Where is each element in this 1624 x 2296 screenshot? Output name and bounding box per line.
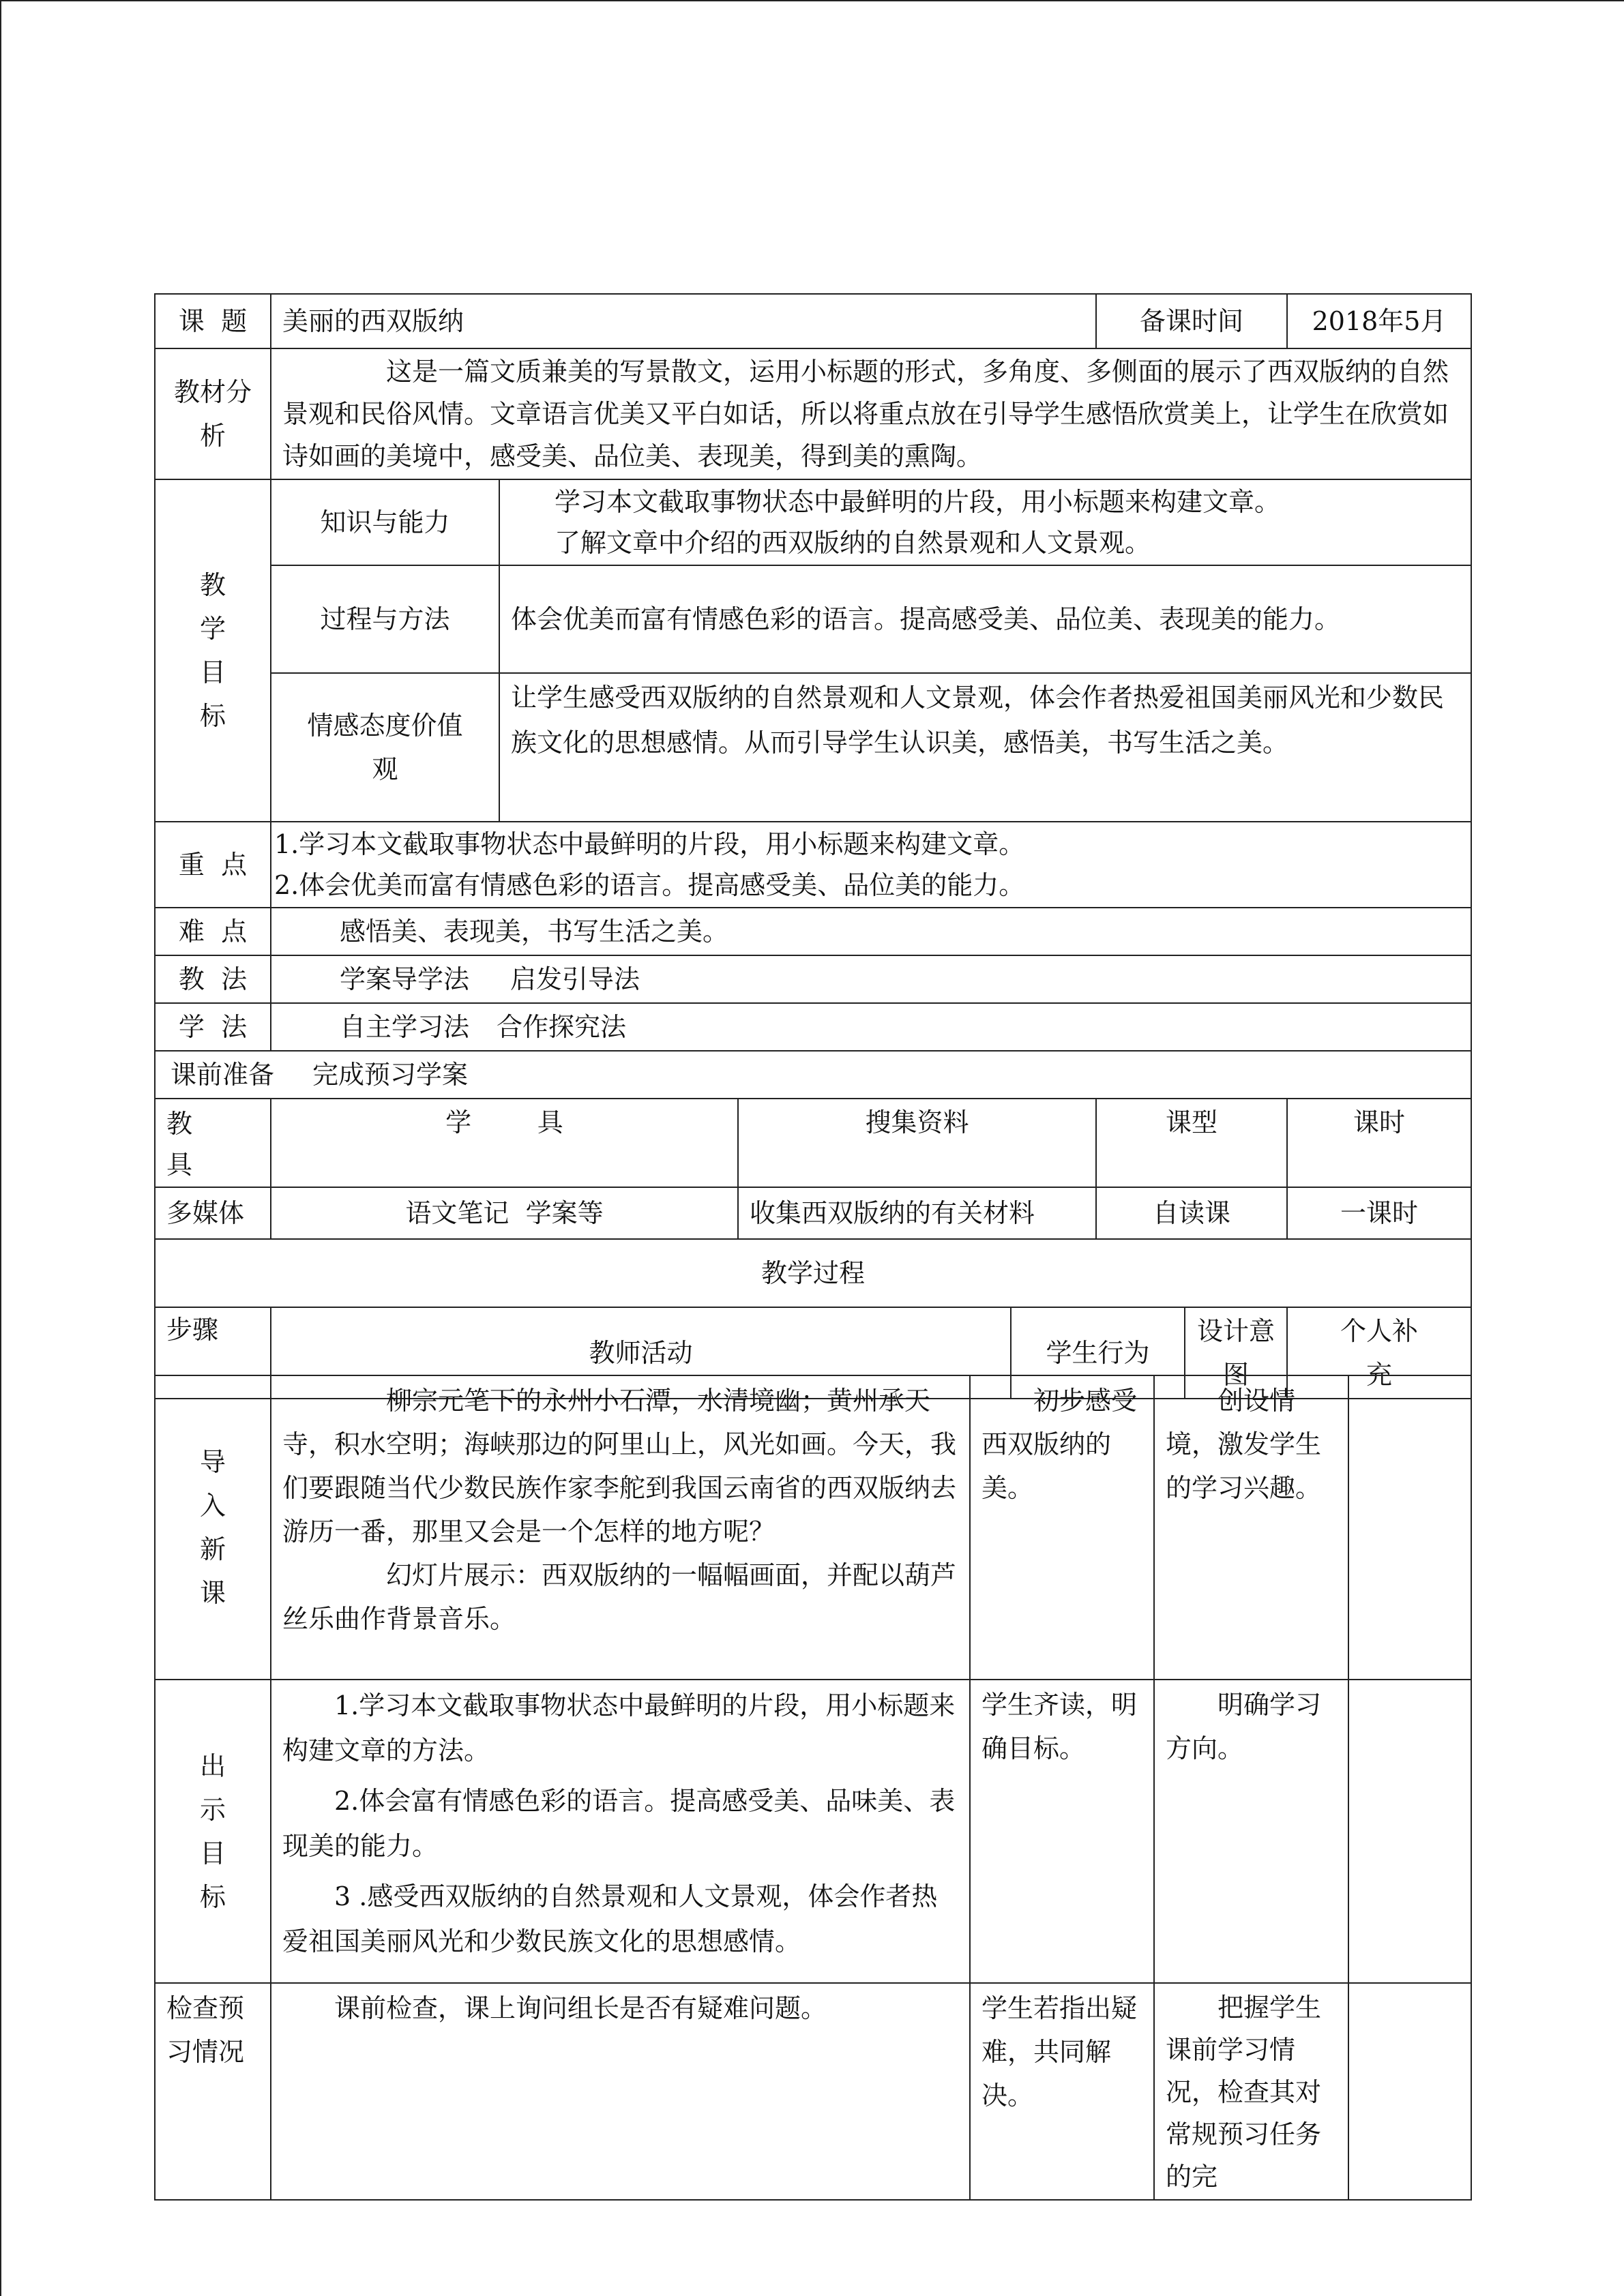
tools-header-row (155, 1099, 1471, 1187)
difficulty-label: 难 点 (155, 908, 271, 955)
preparation-label: 课前准备 (171, 1060, 275, 1090)
header-teacher: 教师活动 (271, 1307, 1011, 1399)
learning-method-label: 学 法 (155, 1003, 271, 1051)
goals-label: 教 学 目 标 (155, 479, 271, 822)
teaching-method-text: 学案导学法 启发引导法 (271, 955, 1471, 1003)
key-points-row (155, 822, 1471, 908)
preparation-cell (155, 1051, 1471, 1099)
difficulty-row (155, 908, 1471, 955)
header-intent: 设计意图 (1185, 1307, 1287, 1399)
process-title-row (155, 1239, 1471, 1307)
goal-emotion-row (155, 673, 1471, 822)
goal-emotion-label: 情感态度价值 观 (271, 673, 499, 822)
process-row-goals (155, 1680, 1471, 1983)
tools-label: 教 具 (155, 1099, 271, 1187)
teaching-method-row (155, 955, 1471, 1003)
tools-row-tools: 语文笔记 学案等 (271, 1187, 738, 1239)
student-goals: 学生齐读，明确目标。 (970, 1680, 1154, 1983)
prep-time-label: 备课时间 (1096, 294, 1287, 348)
tools-row-label: 多媒体 (155, 1187, 271, 1239)
intent-intro: 创设情境，激发学生的学习兴趣。 (1154, 1375, 1348, 1680)
goal-process-row (155, 565, 1471, 673)
lesson-plan-table (154, 293, 1472, 1399)
tools-col-materials: 搜集资料 (738, 1099, 1096, 1187)
topic-label: 课 题 (155, 294, 271, 348)
goal-knowledge-label: 知识与能力 (271, 479, 499, 565)
tools-col-type: 课型 (1096, 1099, 1287, 1187)
goal-knowledge-row (155, 479, 1471, 565)
goal-process-text: 体会优美而富有情感色彩的语言。提高感受美、品位美、表现美的能力。 (499, 565, 1471, 673)
tools-row-materials: 收集西双版纳的有关材料 (738, 1187, 1096, 1239)
teacher-intro: 柳宗元笔下的永州小石潭，水清境幽；黄州承天寺，积水空明；海峡那边的阿里山上，风光如画。今天，我们要跟随当代少数民族作家李舵到我国云南省的西双版纳去游历一番，那里又会是一个怎样的地方呢？ 幻灯片展示：西双版纳的一幅幅画面，并配以葫芦丝乐曲作背景音乐。 (271, 1375, 970, 1680)
key-points-text: 1.学习本文截取事物状态中最鲜明的片段，用小标题来构建文章。 2.体会优美而富有情感色彩的语言。提高感受美、品位美的能力。 (271, 822, 1471, 908)
material-analysis-label: 教材分 析 (155, 348, 271, 479)
learning-method-text: 自主学习法 合作探究法 (271, 1003, 1471, 1051)
tools-col-hours: 课时 (1287, 1099, 1471, 1187)
process-title: 教学过程 (155, 1239, 1471, 1307)
student-intro: 初步感受西双版纳的美。 (970, 1375, 1154, 1680)
step-goals: 出 示 目 标 (155, 1680, 271, 1983)
tools-col-tools: 学 具 (271, 1099, 738, 1187)
extra-intro (1348, 1375, 1471, 1680)
tools-row-type: 自读课 (1096, 1187, 1287, 1239)
teacher-goals: 1.学习本文截取事物状态中最鲜明的片段，用小标题来构建文章的方法。 2.体会富有情感色彩的语言。提高感受美、品味美、表现美的能力。 3 .感受西双版纳的自然景观和人文景观，体会作者热爱祖国美丽风光和少数民族文化的思想感情。 (271, 1680, 970, 1983)
intent-goals: 明确学习方向。 (1154, 1680, 1348, 1983)
process-table (154, 1375, 1472, 2201)
preparation-text: 完成预习学案 (312, 1060, 469, 1090)
key-points-label: 重 点 (155, 822, 271, 908)
header-extra: 个人补 充 (1287, 1307, 1471, 1399)
extra-preview (1348, 1983, 1471, 2200)
goal-knowledge-text: 学习本文截取事物状态中最鲜明的片段，用小标题来构建文章。 了解文章中介绍的西双版纳的自然景观和人文景观。 (499, 479, 1471, 565)
prep-time-value: 2018年5月 (1287, 294, 1471, 348)
topic-row (155, 294, 1471, 348)
goal-emotion-text: 让学生感受西双版纳的自然景观和人文景观，体会作者热爱祖国美丽风光和少数民族文化的思想感情。从而引导学生认识美，感悟美，书写生活之美。 (499, 673, 1471, 822)
topic-value: 美丽的西双版纳 (271, 294, 1096, 348)
step-preview: 检查预 习情况 (155, 1983, 271, 2200)
goal-process-label: 过程与方法 (271, 565, 499, 673)
intent-preview: 把握学生课前学习情况，检查其对常规预习任务的完 (1154, 1983, 1348, 2200)
preparation-row (155, 1051, 1471, 1099)
tools-row-hours: 一课时 (1287, 1187, 1471, 1239)
header-step: 步骤 (155, 1307, 271, 1399)
process-row-preview (155, 1983, 1471, 2200)
process-row-intro (155, 1375, 1471, 1680)
student-preview: 学生若指出疑难，共同解决。 (970, 1983, 1154, 2200)
teacher-preview: 课前检查，课上询问组长是否有疑难问题。 (271, 1983, 970, 2200)
tools-row (155, 1187, 1471, 1239)
material-analysis-row (155, 348, 1471, 479)
material-analysis-text: 这是一篇文质兼美的写景散文，运用小标题的形式，多角度、多侧面的展示了西双版纳的自然景观和民俗风情。文章语言优美又平白如话，所以将重点放在引导学生感悟欣赏美上，让学生在欣赏如诗如画的美境中，感受美、品位美、表现美，得到美的熏陶。 (271, 348, 1471, 479)
step-intro: 导 入 新 课 (155, 1375, 271, 1680)
header-student: 学生行为 (1011, 1307, 1185, 1399)
learning-method-row (155, 1003, 1471, 1051)
teaching-method-label: 教 法 (155, 955, 271, 1003)
difficulty-text: 感悟美、表现美，书写生活之美。 (271, 908, 1471, 955)
extra-goals (1348, 1680, 1471, 1983)
